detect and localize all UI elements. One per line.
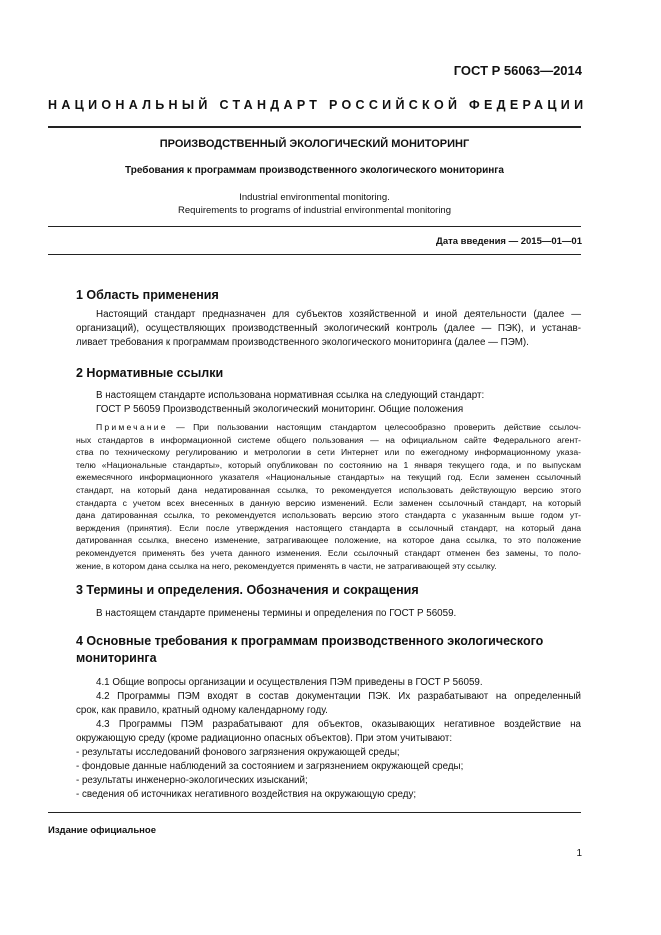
note-line: телю «Национальные стандарты», который опубликован по состоянию на 1 января текущего года, и по выпускам [76, 459, 581, 470]
note-line: стандарта с учетом всех внесенных в данную версию изменений. Если заменен ссылочный стандарт, на который [76, 497, 581, 508]
section-4-body [76, 676, 581, 802]
section-2-heading: 2 Нормативные ссылки [76, 366, 224, 380]
note-label: Примечание [96, 422, 168, 432]
section-4-line: 4.2 Программы ПЭМ входят в состав документации ПЭК. Их разрабатывают на определенный [96, 691, 581, 702]
document-subtitle: Требования к программам производственного экологического мониторинга [125, 165, 504, 176]
official-edition-label: Издание официальное [48, 825, 156, 836]
section-1-body [76, 308, 581, 350]
effective-date: Дата введения — 2015—01—01 [436, 236, 582, 247]
section-4-list-item: - результаты инженерно-экологических изысканий; [76, 775, 308, 786]
section-4-list-item: - фондовые данные наблюдений за состоянием и загрязнением окружающей среды; [76, 761, 464, 772]
section-2-note [76, 421, 581, 572]
section-1-heading: 1 Область применения [76, 288, 219, 302]
section-4-heading-line-2: мониторинга [76, 651, 157, 665]
section-2-body [76, 389, 581, 417]
section-4-list-item: - результаты исследований фонового загрязнения окружающей среды; [76, 747, 400, 758]
note-line: жение, в котором дана ссылка на него, рекомендуется применять в части, не затрагивающей эту ссылку. [76, 560, 497, 571]
note-line: стандарт, на который дана недатированная ссылка, то рекомендуется использовать действующую версию этого [76, 484, 581, 495]
note-line: рекомендуется применять без учета данного изменения. Если ссылочный стандарт отменен без замены, то поло- [76, 547, 581, 558]
note-line: ежемесячного информационного указателя «Национальные стандарты» на текущий год. Если заменен ссылочный [76, 472, 581, 483]
section-2-line: В настоящем стандарте использована нормативная ссылка на следующий стандарт: [96, 390, 485, 401]
national-standard-banner: НАЦИОНАЛЬНЫЙ СТАНДАРТ РОССИЙСКОЙ ФЕДЕРАЦИИ [48, 98, 588, 112]
english-title-line-2: Requirements to programs of industrial environmental monitoring [178, 205, 451, 216]
section-1-line: организаций), осуществляющих производственный экологический контроль (далее — ПЭК), и устанав- [76, 323, 581, 334]
section-3-line: В настоящем стандарте применены термины и определения по ГОСТ Р 56059. [96, 608, 457, 619]
note-line: дана датированная ссылка, то рекомендуется использовать версию этого стандарта с указанным выше годом ут- [76, 510, 581, 521]
section-4-line: срок, как правило, кратный одному календарному году. [76, 705, 328, 716]
section-3-heading: 3 Термины и определения. Обозначения и сокращения [76, 583, 419, 597]
section-4-heading-line-1: 4 Основные требования к программам производственного экологического [76, 634, 544, 648]
title-rule [48, 226, 581, 227]
note-first-text: — При пользовании настоящим стандартом целесообразно проверить действие ссылоч- [167, 422, 581, 432]
section-4-heading [76, 633, 543, 667]
date-rule [48, 254, 581, 255]
section-4-line: 4.1 Общие вопросы организации и осуществления ПЭМ приведены в ГОСТ Р 56059. [96, 677, 483, 688]
section-1-line: ливает требования к программам производственного экологического мониторинга (далее — ПЭМ). [76, 337, 529, 348]
section-4-line: 4.3 Программы ПЭМ разрабатывают для объектов, оказывающих негативное воздействие на [96, 719, 581, 730]
section-1-line: Настоящий стандарт предназначен для субъектов хозяйственной и иной деятельности (далее — [96, 309, 581, 320]
section-2-line: ГОСТ Р 56059 Производственный экологический мониторинг. Общие положения [96, 404, 464, 415]
note-line: датированная ссылка, внесено изменение, затрагивающее положение, на которое дана ссылка, то это положение [76, 535, 581, 546]
section-4-line: окружающую среду (кроме радиационно опасных объектов). При этом учитывают: [76, 733, 453, 744]
english-title [48, 191, 581, 217]
note-first-line [76, 421, 581, 434]
english-title-line-1: Industrial environmental monitoring. [239, 192, 390, 203]
note-line: верждения (принятия). Если после утверждения настоящего стандарта в ссылочный стандарт, на который дана [76, 522, 581, 533]
page-number: 1 [576, 848, 582, 859]
note-line: ства по техническому регулированию и метрологии в сети Интернет или по ежегодному информационному указа- [76, 447, 581, 458]
footer-rule [48, 812, 581, 813]
top-rule [48, 126, 581, 128]
document-title: ПРОИЗВОДСТВЕННЫЙ ЭКОЛОГИЧЕСКИЙ МОНИТОРИНГ [159, 138, 470, 150]
section-4-list-item: - сведения об источниках негативного воздействия на окружающую среду; [76, 789, 417, 800]
note-line: ных стандартов в информационной системе общего пользования — на официальном сайте Федерального агент- [76, 434, 581, 445]
standard-code: ГОСТ Р 56063—2014 [453, 63, 582, 78]
section-3-body [76, 607, 581, 621]
